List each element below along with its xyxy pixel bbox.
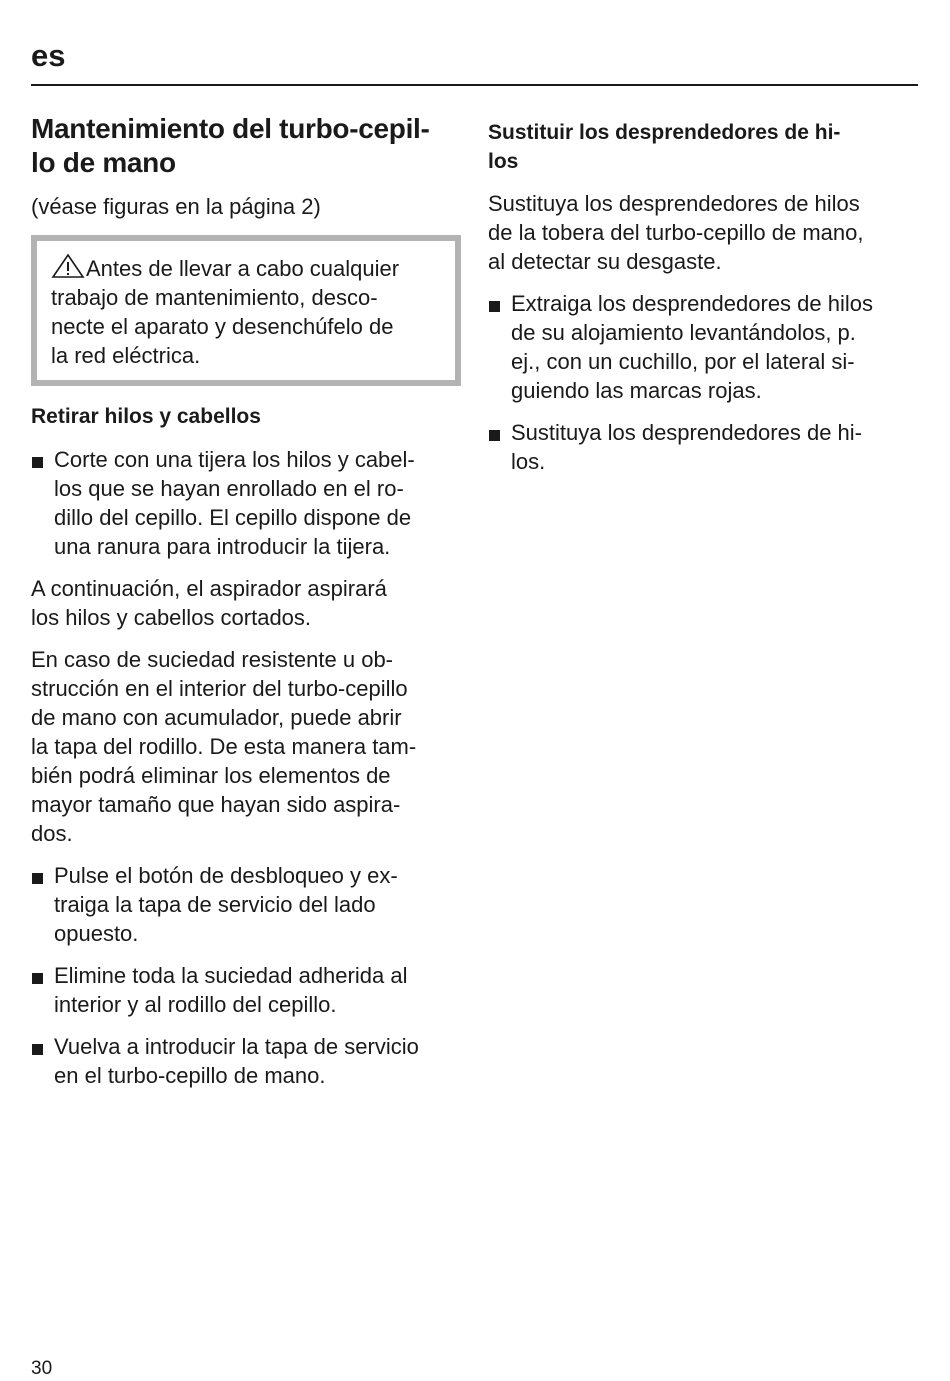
figure-note: (véase figuras en la página 2) [31, 194, 321, 219]
heading-line: Sustituir los desprendedores de hi- [488, 121, 841, 144]
paragraph-line: mayor tamaño que hayan sido aspira- [31, 792, 401, 817]
paragraph-line: la tapa del rodillo. De esta manera tam- [31, 734, 417, 759]
warning-triangle-icon [51, 253, 85, 279]
bullet-list-remove-threads [31, 445, 463, 561]
square-bullet-icon [489, 430, 500, 441]
paragraph-line: dos. [31, 821, 73, 846]
list-item-line: Pulse el botón de desbloqueo y ex- [54, 863, 398, 888]
paragraph-line: los hilos y cabellos cortados. [31, 605, 312, 630]
square-bullet-icon [32, 457, 43, 468]
list-item-line: interior y al rodillo del cepillo. [54, 992, 337, 1017]
right-column [488, 118, 920, 476]
paragraph [488, 189, 920, 276]
square-bullet-icon [32, 1044, 43, 1055]
list-item-line: de su alojamiento levantándolos, p. [511, 320, 856, 345]
left-column [31, 112, 463, 1090]
list-item-line: traiga la tapa de servicio del lado [54, 892, 376, 917]
list-item-line: Vuelva a introducir la tapa de servicio [54, 1034, 419, 1059]
warning-line: trabajo de mantenimiento, desco- [51, 285, 378, 310]
list-item-line: Elimine toda la suciedad adherida al [54, 963, 408, 988]
paragraph-line: Sustituya los desprendedores de hilos [488, 191, 860, 216]
list-item-line: Corte con una tijera los hilos y cabel- [54, 447, 415, 472]
paragraph-line: de mano con acumulador, puede abrir [31, 705, 402, 730]
paragraph-line: A continuación, el aspirador aspirará [31, 576, 387, 601]
title-line-1: Mantenimiento del turbo-cepil- [31, 113, 430, 144]
title-line-2: lo de mano [31, 147, 176, 178]
paragraph-line: En caso de suciedad resistente u ob- [31, 647, 394, 672]
list-item-line: una ranura para introducir la tijera. [54, 534, 391, 559]
list-item [31, 1032, 463, 1090]
paragraph [31, 574, 463, 632]
list-item-line: opuesto. [54, 921, 139, 946]
list-item-line: ej., con un cuchillo, por el lateral si- [511, 349, 855, 374]
paragraph-line: strucción en el interior del turbo-cepillo [31, 676, 408, 701]
list-item-line: en el turbo-cepillo de mano. [54, 1063, 326, 1088]
square-bullet-icon [32, 873, 43, 884]
list-item-line: los. [511, 449, 546, 474]
paragraph-line: al detectar su desgaste. [488, 249, 722, 274]
warning-line: Antes de llevar a cabo cualquier [86, 256, 400, 281]
section-heading-remove-threads: Retirar hilos y cabellos [31, 405, 261, 428]
list-item [488, 289, 920, 405]
square-bullet-icon [32, 973, 43, 984]
paragraph-line: de la tobera del turbo-cepillo de mano, [488, 220, 864, 245]
paragraph-line: bién podrá eliminar los elementos de [31, 763, 391, 788]
list-item-line: Sustituya los desprendedores de hi- [511, 420, 862, 445]
list-item-line: Extraiga los desprendedores de hilos [511, 291, 874, 316]
paragraph [31, 645, 463, 848]
warning-box [31, 235, 461, 386]
list-item [31, 445, 463, 561]
page-title [31, 112, 463, 180]
list-item [31, 861, 463, 948]
list-item-line: los que se hayan enrollado en el ro- [54, 476, 404, 501]
list-item-line: dillo del cepillo. El cepillo dispone de [54, 505, 412, 530]
list-item [31, 961, 463, 1019]
warning-line: necte el aparato y desenchúfelo de [51, 314, 394, 339]
language-code: es [31, 38, 66, 73]
warning-line: la red eléctrica. [51, 343, 201, 368]
list-item-line: guiendo las marcas rojas. [511, 378, 762, 403]
page-number: 30 [31, 1358, 53, 1379]
square-bullet-icon [489, 301, 500, 312]
list-item [488, 418, 920, 476]
bullet-list-cleaning [31, 861, 463, 1090]
heading-line: los [488, 150, 519, 173]
header-rule [31, 84, 918, 86]
bullet-list-replace [488, 289, 920, 476]
section-heading-replace-thread-cutters [488, 118, 920, 176]
